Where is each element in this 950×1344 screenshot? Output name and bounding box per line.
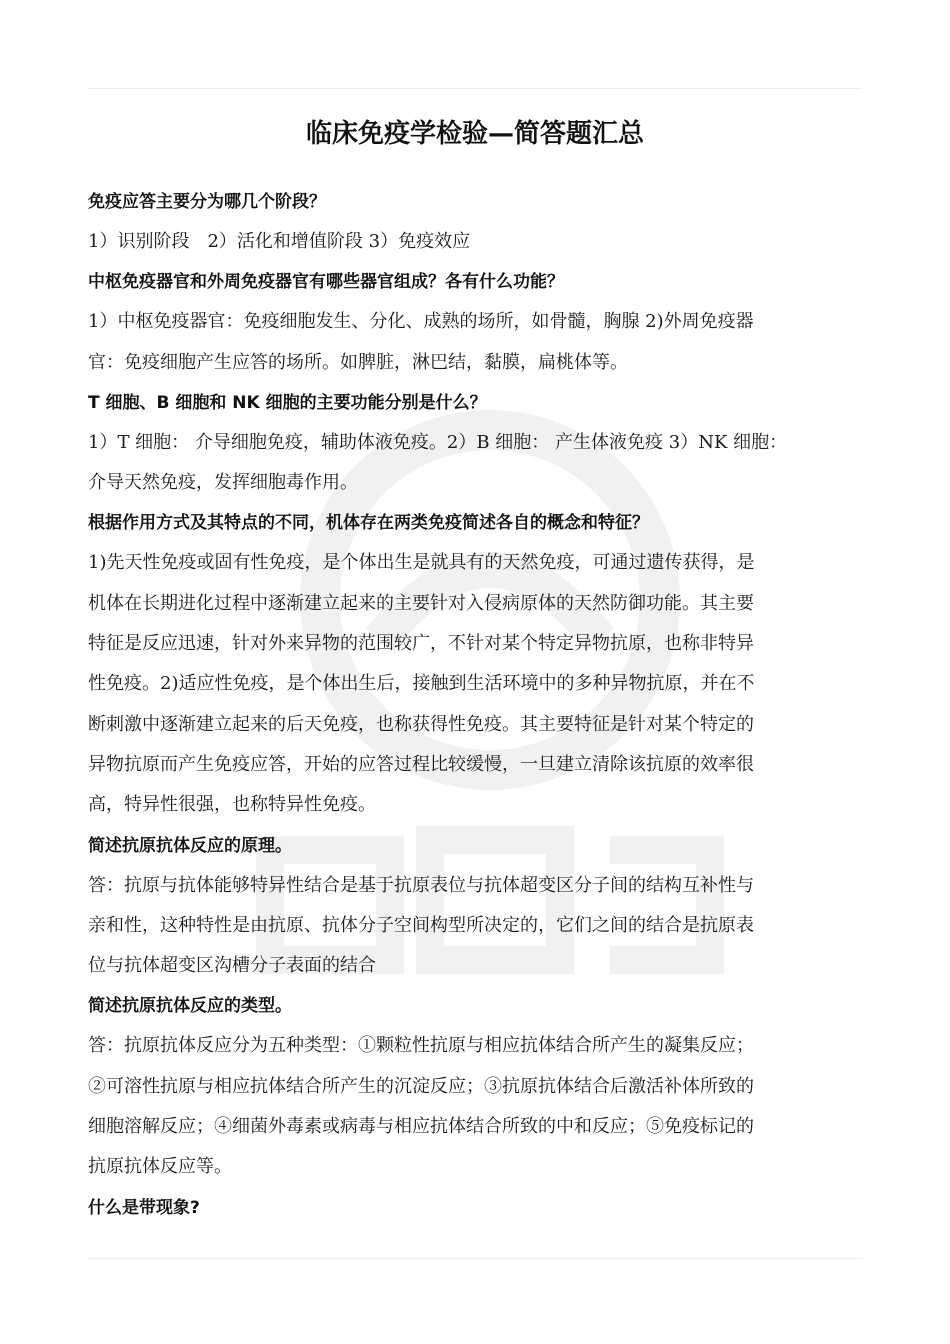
answer-paragraph [88, 866, 868, 987]
answer-paragraph [88, 1026, 868, 1187]
answer-line: 断刺激中逐渐建立起来的后天免疫，也称获得性免疫。其主要特征是针对某个特定的 [88, 713, 754, 735]
answer-line: 性免疫。2)适应性免疫，是个体出生后，接触到生活环境中的多种异物抗原，并在不 [88, 673, 755, 695]
answer-line: 1）中枢免疫器官：免疫细胞发生、分化、成熟的场所，如骨髓，胸腺 2)外周免疫器 [88, 311, 754, 333]
page-title: 临床免疫学检验—简答题汇总 [305, 119, 644, 149]
answer-line: 机体在长期进化过程中逐渐建立起来的主要针对入侵病原体的天然防御功能。其主要 [88, 592, 754, 614]
answer-paragraph [88, 302, 868, 383]
answer-line: 特征是反应迅速，针对外来异物的范围较广，不针对某个特定异物抗原，也称非特异 [88, 633, 754, 655]
answer-line: 介导天然免疫，发挥细胞毒作用。 [88, 472, 358, 494]
question-heading: 免疫应答主要分为哪几个阶段？ [88, 192, 326, 212]
question-heading: 什么是带现象? [88, 1197, 200, 1218]
question-heading: 简述抗原抗体反应的类型。 [88, 996, 292, 1017]
answer-line: 位与抗体超变区沟槽分子表面的结合 [88, 955, 376, 977]
answer-line: 答：抗原抗体反应分为五种类型：①颗粒性抗原与相应抗体结合所产生的凝集反应； [88, 1035, 754, 1057]
answer-paragraph [88, 543, 868, 825]
answer-line: 异物抗原而产生免疫应答，开始的应答过程比较缓慢，一旦建立清除该抗原的效率很 [88, 753, 754, 775]
answer-line: 1）识别阶段 2）活化和增值阶段 3）免疫效应 [88, 231, 471, 252]
answer-line: 答：抗原与抗体能够特异性结合是基于抗原表位与抗体超变区分子间的结构互补性与 [88, 874, 754, 896]
answer-line: ②可溶性抗原与相应抗体结合所产生的沉淀反应；③抗原抗体结合后激活补体所致的 [88, 1075, 754, 1097]
answer-line: 官：免疫细胞产生应答的场所。如脾脏，淋巴结，黏膜，扁桃体等。 [88, 351, 628, 373]
question-heading: 中枢免疫器官和外周免疫器官有哪些器官组成？各有什么功能？ [88, 272, 564, 293]
answer-line: 亲和性，这种特性是由抗原、抗体分子空间构型所决定的，它们之间的结合是抗原表 [88, 914, 754, 936]
question-heading: T 细胞、B 细胞和 NK 细胞的主要功能分别是什么？ [88, 392, 487, 413]
answer-paragraph [88, 423, 868, 504]
answer-line: 高，特异性很强，也称特异性免疫。 [88, 794, 376, 816]
answer-line: 细胞溶解反应；④细菌外毒素或病毒与相应抗体结合所致的中和反应；⑤免疫标记的 [88, 1116, 754, 1138]
top-divider [88, 88, 862, 89]
bottom-divider [88, 1258, 862, 1259]
answer-line: 1)先天性免疫或固有性免疫，是个体出生是就具有的天然免疫，可通过遗传获得，是 [88, 552, 755, 574]
answer-line: 1）T 细胞： 介导细胞免疫，辅助体液免疫。2）B 细胞： 产生体液免疫 3）NK 细胞： [88, 431, 788, 453]
answer-paragraph [88, 222, 868, 262]
qa-content [88, 182, 868, 1228]
question-heading: 简述抗原抗体反应的原理。 [88, 835, 292, 856]
question-heading: 根据作用方式及其特点的不同，机体存在两类免疫简述各自的概念和特征？ [88, 513, 649, 534]
answer-line: 抗原抗体反应等。 [88, 1156, 232, 1178]
